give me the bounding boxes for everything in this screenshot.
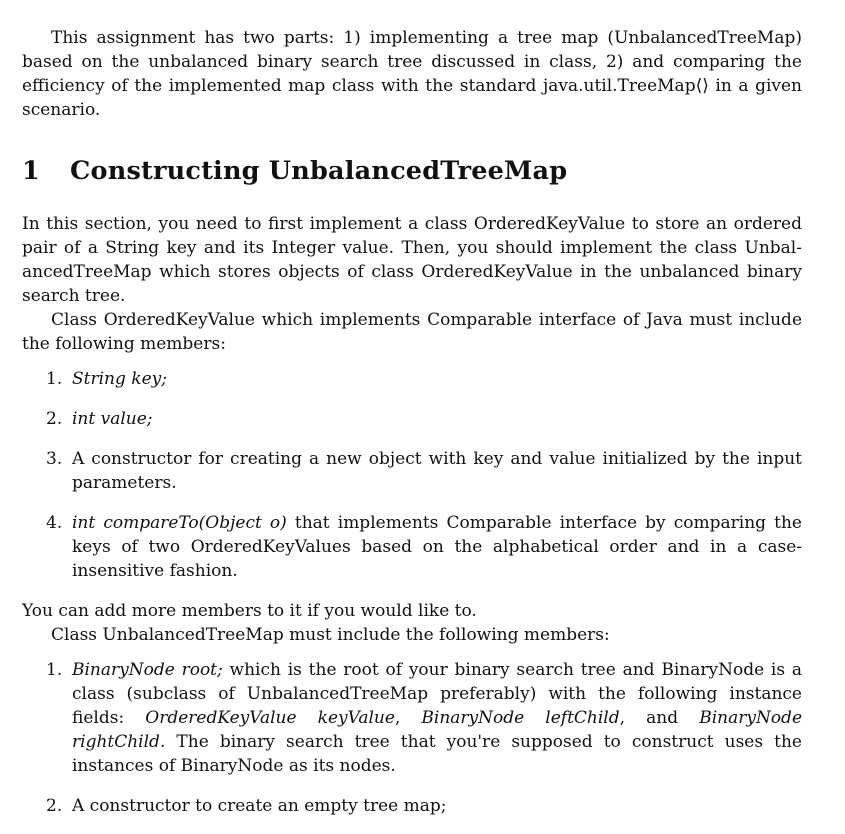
member-text: that implements Comparable interface by comparing the keys of two OrderedKeyValues based on the alphabetical order and in a case-insensitive fashion.: [72, 513, 802, 581]
section-paragraph-2: Class OrderedKeyValue which implements Comparable interface of Java must include the following members:: [22, 310, 802, 354]
section-heading: [22, 153, 802, 189]
separator-text: ,: [394, 708, 422, 728]
field-code: OrderedKeyValue keyValue: [145, 708, 395, 728]
list-number: 1.: [46, 369, 63, 389]
member-text: A constructor for creating a new object with key and value initialized by the input parameters.: [72, 449, 802, 493]
member-code: int value;: [72, 409, 153, 429]
section-paragraph-4: Class UnbalancedTreeMap must include the following members:: [51, 625, 610, 645]
section-paragraph-1: In this section, you need to first implement a class OrderedKeyValue to store an ordered pair of a String key and its Integer value. Then, you should implement the class UnbalancedTreeMap which stores objects of class OrderedKeyValue in the unbalanced binary search tree.: [22, 214, 802, 306]
list-item: [22, 407, 802, 431]
member-text: A constructor to create an empty tree map;: [72, 796, 447, 816]
list-item: [22, 658, 802, 778]
member-text: . The binary search tree that you're supposed to construct uses the instances of BinaryNode as its nodes.: [72, 732, 802, 776]
list-item: [22, 511, 802, 583]
member-code: String key;: [72, 369, 167, 389]
field-code: BinaryNode rightChild: [72, 708, 802, 752]
list-item: [22, 794, 802, 818]
list-number: 3.: [46, 449, 63, 469]
orderedkeyvalue-members-list: [22, 367, 802, 583]
section-number: 1: [22, 156, 40, 186]
unbalancedtreemap-members-list: [22, 658, 802, 818]
list-number: 1.: [46, 660, 63, 680]
field-code: BinaryNode leftChild: [421, 708, 620, 728]
list-number: 4.: [46, 513, 63, 533]
member-code: int compareTo(Object o): [72, 513, 287, 533]
document-page: [22, 26, 802, 834]
intro-paragraph: This assignment has two parts: 1) implementing a tree map (UnbalancedTreeMap) based on the unbalanced binary search tree discussed in class, 2) and comparing the efficiency of the implemented map class with the standard java.util.TreeMap⟨⟩ in a given scenario.: [22, 28, 802, 120]
list-number: 2.: [46, 796, 63, 816]
list-number: 2.: [46, 409, 63, 429]
list-item: [22, 447, 802, 495]
member-code: BinaryNode root;: [72, 660, 223, 680]
section-title: Constructing UnbalancedTreeMap: [70, 156, 568, 186]
separator-text: , and: [619, 708, 700, 728]
member-text: which is the root of your binary search tree and BinaryNode is a class (subclass of UnbalancedTreeMap preferably) with the following instance fields:: [72, 660, 802, 728]
list-item: [22, 367, 802, 391]
section-paragraph-3: You can add more members to it if you would like to.: [22, 601, 477, 621]
